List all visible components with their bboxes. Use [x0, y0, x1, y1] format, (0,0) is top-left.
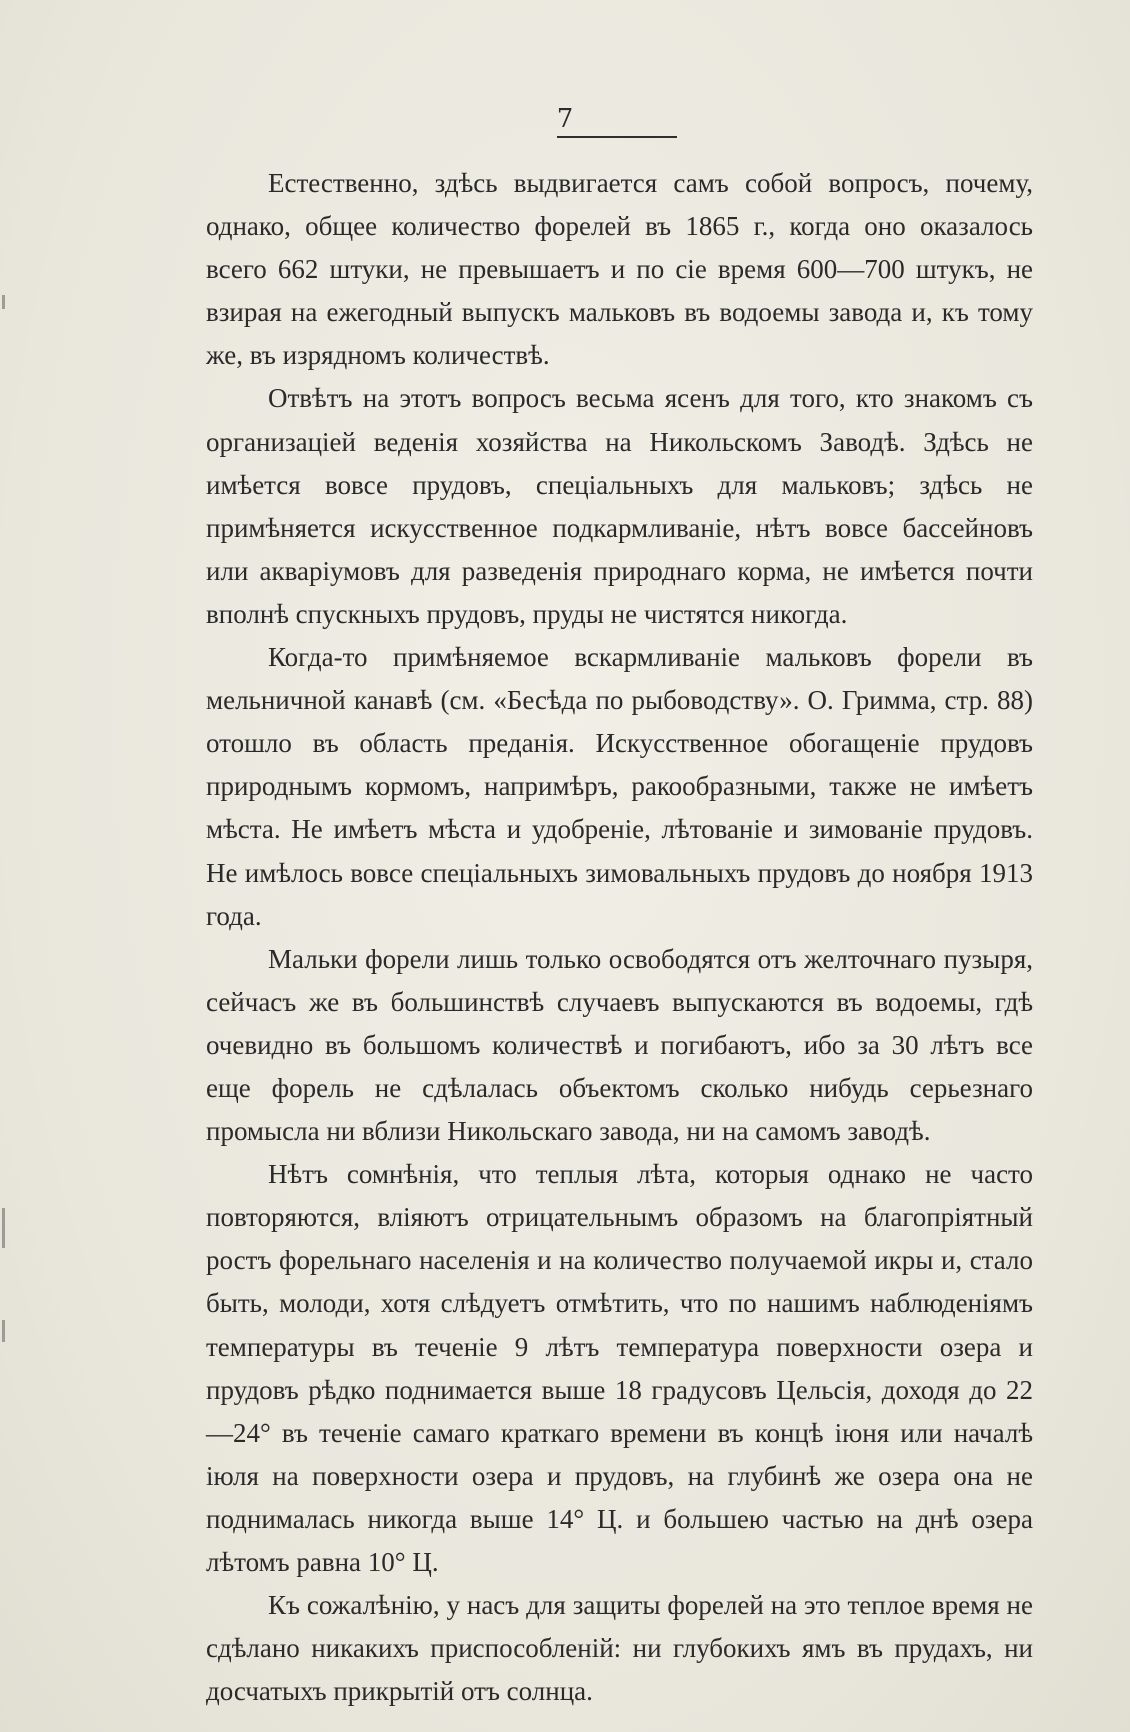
margin-mark [2, 1320, 5, 1342]
margin-mark [2, 295, 5, 309]
paragraph: Мальки форели лишь только освободятся отъ желточнаго пузыря, сейчасъ же въ большинствѣ случаевъ выпускаются въ водоемы, гдѣ очевидно въ большомъ количествѣ и погибаютъ, ибо за 30 лѣтъ все еще форель не сдѣлалась объектомъ сколько нибудь серьезнаго промысла ни вблизи Никольскаго завода, ни на самомъ заводѣ. [206, 943, 1033, 1147]
margin-mark [2, 1208, 5, 1248]
paragraph: Отвѣтъ на этотъ вопросъ весьма ясенъ для того, кто знакомъ съ организаціей веденія хозяйства на Никольскомъ Заводѣ. Здѣсь не имѣется вовсе прудовъ, спеціальныхъ для мальковъ; здѣсь не примѣняется искусственное подкармливаніе, нѣтъ вовсе бассейновъ или акваріумовъ для разведенія природнаго корма, не имѣется почти вполнѣ спускныхъ прудовъ, пруды не чистятся никогда. [206, 383, 1033, 629]
page-number: 7 [556, 104, 574, 134]
paragraph: Къ сожалѣнію, у насъ для защиты форелей на это теплое время не сдѣлано никакихъ приспособленій: ни глубокихъ ямъ въ прудахъ, ни досчатыхъ прикрытій отъ солнца. [206, 1590, 1033, 1707]
paragraph: Естественно, здѣсь выдвигается самъ собой вопросъ, почему, однако, общее количество форелей въ 1865 г., когда оно оказалось всего 662 штуки, не превышаетъ и по сіе время 600—700 штукъ, не взирая на ежегодный выпускъ мальковъ въ водоемы завода и, къ тому же, въ изрядномъ количествѣ. [206, 168, 1033, 371]
body-text [206, 162, 1033, 1713]
page-number-rule [557, 136, 677, 138]
paragraph: Нѣтъ сомнѣнія, что теплыя лѣта, которыя однако не часто повторяются, вліяютъ отрицательнымъ образомъ на благопріятный ростъ форельнаго населенія и на количество получаемой икры и, стало быть, молоди, хотя слѣдуетъ отмѣтить, что по нашимъ наблюденіямъ температуры въ теченіе 9 лѣтъ температура поверхности озера и прудовъ рѣдко поднимается выше 18 градусовъ Цельсія, доходя до 22—24° въ теченіе самаго краткаго времени въ концѣ іюня или началѣ іюля на поверхности озера и прудовъ, на глубинѣ же озера она не поднималась никогда выше 14° Ц. и большею частью на днѣ озера лѣтомъ равна 10° Ц. [206, 1159, 1033, 1577]
paragraph: Когда-то примѣняемое вскармливаніе мальковъ форели въ мельничной канавѣ (см. «Бесѣда по рыбоводству». О. Гримма, стр. 88) отошло въ область преданія. Искусственное обогащеніе прудовъ природнымъ кормомъ, напримѣръ, ракообразными, также не имѣетъ мѣста. Не имѣетъ мѣста и удобреніе, лѣтованіе и зимованіе прудовъ. Не имѣлось вовсе спеціальныхъ зимовальныхъ прудовъ до ноября 1913 года. [206, 642, 1033, 931]
